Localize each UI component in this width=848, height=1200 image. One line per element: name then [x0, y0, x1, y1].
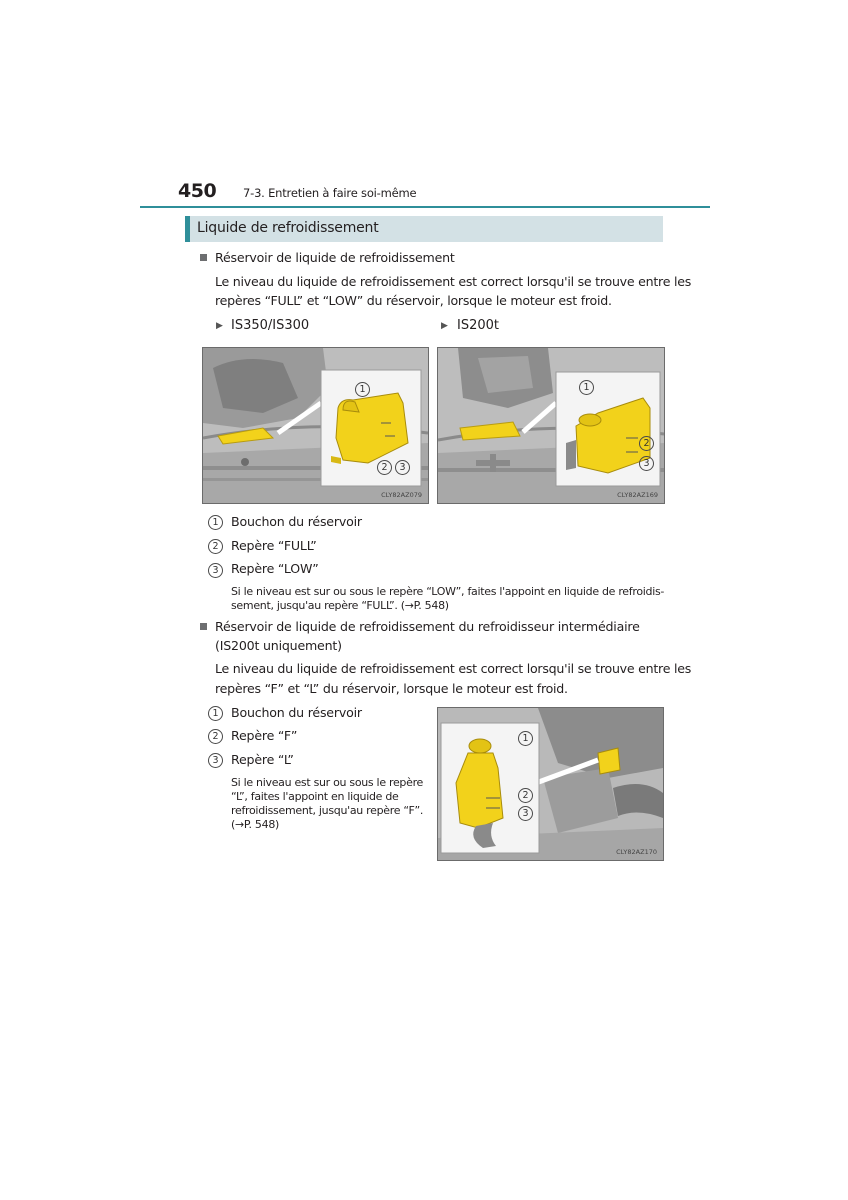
block2-paragraph-line-2: repères “F” et “L” du réservoir, lorsque le moteur est froid. [215, 681, 568, 696]
callout-3: 3 [395, 460, 410, 475]
block1-item-3-label: Repère “LOW” [231, 561, 319, 576]
square-bullet-icon [200, 623, 207, 630]
block1-paragraph-line-1: Le niveau du liquide de refroidissement est correct lorsqu'il se trouve entre les [215, 274, 692, 289]
chapter-title: 7-3. Entretien à faire soi-même [243, 186, 417, 200]
header-rule [140, 206, 710, 208]
callout-2-icon: 2 [208, 539, 223, 554]
callout-2: 2 [518, 788, 533, 803]
block2-item-1-label: Bouchon du réservoir [231, 705, 362, 720]
callout-1-icon: 1 [208, 706, 223, 721]
figure-code: CLY82AZ170 [616, 848, 657, 856]
block1-heading: Réservoir de liquide de refroidissement [215, 250, 455, 265]
block2-note-line-2: “L”, faites l'appoint en liquide de [231, 790, 399, 803]
block2-item-2-label: Repère “F” [231, 728, 298, 743]
callout-1: 1 [355, 382, 370, 397]
block2-item-3-label: Repère “L” [231, 752, 294, 767]
block2-note-line-4: (→P. 548) [231, 818, 280, 831]
triangle-right-icon: ▶ [216, 321, 223, 331]
figure-is350-coolant-reservoir [202, 347, 429, 504]
block1-note-line-2: sement, jusqu'au repère “FULL”. (→P. 548) [231, 599, 449, 612]
block2-note-line-3: refroidissement, jusqu'au repère “F”. [231, 804, 424, 817]
callout-2: 2 [377, 460, 392, 475]
block2-note-line-1: Si le niveau est sur ou sous le repère [231, 776, 424, 789]
triangle-right-icon: ▶ [441, 321, 448, 331]
callout-3: 3 [518, 806, 533, 821]
callout-1-icon: 1 [208, 515, 223, 530]
callout-2-icon: 2 [208, 729, 223, 744]
callout-3: 3 [639, 456, 654, 471]
block2-paragraph-line-1: Le niveau du liquide de refroidissement est correct lorsqu'il se trouve entre les [215, 661, 692, 676]
callout-3-icon: 3 [208, 753, 223, 768]
section-title: Liquide de refroidissement [197, 220, 379, 236]
figure-code: CLY82AZ169 [617, 491, 658, 499]
block1-paragraph-line-2: repères “FULL” et “LOW” du réservoir, lorsque le moteur est froid. [215, 293, 612, 308]
figure-is200t-coolant-reservoir [437, 347, 665, 504]
callout-1: 1 [518, 731, 533, 746]
callout-2: 2 [639, 436, 654, 451]
block2-heading-line-1: Réservoir de liquide de refroidissement du refroidisseur intermédiaire [215, 619, 640, 634]
block1-item-1-label: Bouchon du réservoir [231, 514, 362, 529]
variant-right-label: IS200t [457, 318, 499, 333]
callout-1: 1 [579, 380, 594, 395]
block1-note-line-1: Si le niveau est sur ou sous le repère “LOW”, faites l'appoint en liquide de refroidis- [231, 585, 665, 598]
square-bullet-icon [200, 254, 207, 261]
page-number: 450 [178, 180, 217, 202]
figure-code: CLY82AZ079 [381, 491, 422, 499]
block1-item-2-label: Repère “FULL” [231, 538, 317, 553]
figure-intercooler-coolant-reservoir [437, 707, 664, 861]
block2-heading-line-2: (IS200t uniquement) [215, 638, 342, 653]
variant-left-label: IS350/IS300 [231, 318, 310, 333]
callout-3-icon: 3 [208, 563, 223, 578]
